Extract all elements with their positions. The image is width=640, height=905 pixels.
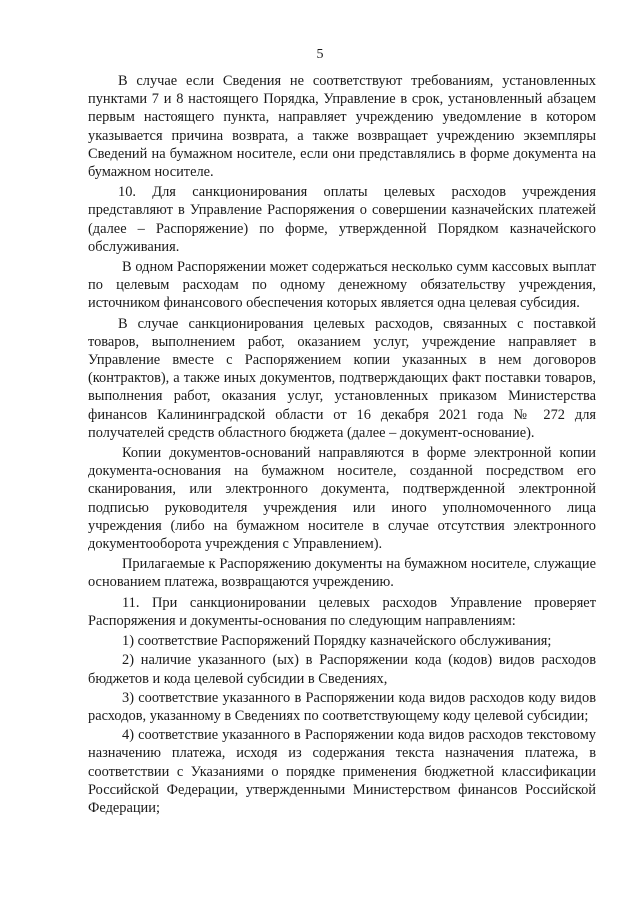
- paragraph-document-copies: Копии документов-оснований направляются в форме электронной копии документа-основания на бумажном носителе, созданной посредством его сканирования, или электронного документа, подтвержденной электронной подписью руководителя учреждения или иного уполномоченного лица учреждения (либо на бумажном носителе в случае отсутствия электронного документооборота учреждения с Управлением).: [88, 445, 596, 553]
- page-number: 5: [316, 47, 324, 62]
- list-item-2: 2) наличие указанного (ых) в Распоряжении кода (кодов) видов расходов бюджетов и кода целевой субсидии в Сведениях,: [88, 652, 596, 687]
- paragraph-multiple-sums: В одном Распоряжении может содержаться несколько сумм кассовых выплат по целевым расходам по одному денежному обязательству учреждения, источником финансового обеспечения которых является одна целевая субсидия.: [88, 259, 596, 312]
- document-body: [88, 72, 596, 818]
- list-item-1: 1) соответствие Распоряжений Порядку казначейского обслуживания;: [122, 633, 552, 650]
- list-item-3: 3) соответствие указанного в Распоряжении кода видов расходов коду видов расходов, указанному в Сведениях по соответствующему коду целевой субсидии;: [88, 689, 596, 724]
- paragraph-return-notice: В случае если Сведения не соответствуют требованиям, установленных пунктами 7 и 8 настоящего Порядка, Управление в срок, установленный абзацем первым настоящего пункта, направляет учреждению уведомление в котором указывается причина возврата, а также возвращает учреждению экземпляры Сведений на бумажном носителе, если они представлялись в форме документа на бумажном носителе.: [88, 73, 596, 181]
- paragraph-10: 10. Для санкционирования оплаты целевых расходов учреждения представляют в Управление Распоряжения о совершении казначейских платежей (далее – Распоряжение) по форме, утвержденной Порядком казначейского обслуживания.: [88, 184, 596, 255]
- paragraph-paper-documents-returned: Прилагаемые к Распоряжению документы на бумажном носителе, служащие основанием платежа, возвращаются учреждению.: [88, 556, 596, 591]
- paragraph-11: 11. При санкционировании целевых расходов Управление проверяет Распоряжения и документы-основания по следующим направлениям:: [88, 594, 596, 629]
- paragraph-supporting-documents: В случае санкционирования целевых расходов, связанных с поставкой товаров, выполнением работ, оказанием услуг, учреждение направляет в Управление вместе с Распоряжением копии указанных в нем договоров (контрактов), а также иных документов, подтверждающих факт поставки товаров, выполнения работ, оказания услуг, установленных приказом Министерства финансов Калининградской области от 16 декабря 2021 года № 272 для получателей средств областного бюджета (далее – документ-основание).: [88, 315, 596, 441]
- list-item-4: 4) соответствие указанного в Распоряжении кода видов расходов текстовому назначению платежа, исходя из содержания текста назначения платежа, в соответствии с Указаниями о порядке применения бюджетной классификации Российской Федерации, утвержденными Министерством финансов Российской Федерации;: [88, 727, 596, 816]
